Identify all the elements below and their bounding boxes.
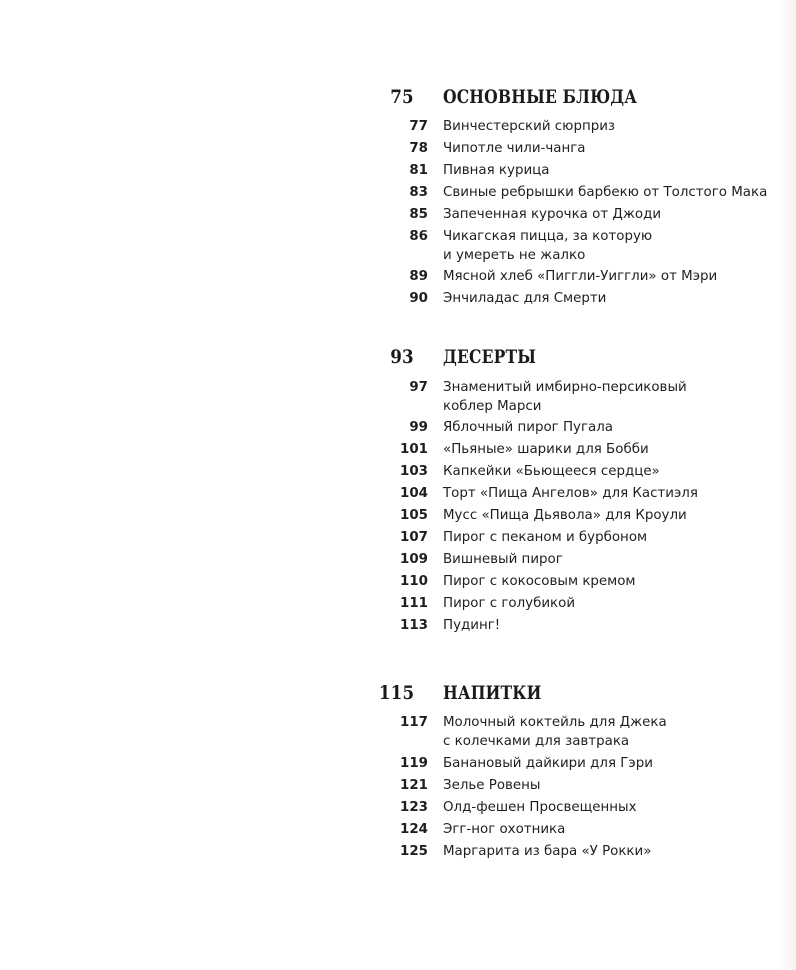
entry-page-number: 119 [400,756,428,771]
entry-page-number: 121 [400,778,428,793]
entry-title: Мусс «Пища Дьявола» для Кроули [443,508,687,523]
entry-page-number: 97 [409,380,428,395]
entry-page-number: 110 [400,574,428,589]
entry-title: Банановый дайкири для Гэри [443,756,653,771]
entry-title-continued: и умереть не жалко [443,248,586,263]
entry-title: Пирог с голубикой [443,596,576,611]
entry-title: Капкейки «Бьющееся сердце» [443,464,660,479]
section-heading [0,346,780,372]
entry-page-number: 90 [409,291,428,306]
entry-title: Пудинг! [443,618,501,633]
entry-page-number: 113 [400,618,428,633]
entry-title: Свиные ребрышки барбекю от Толстого Мака [443,185,768,200]
entry-page-number: 109 [400,552,428,567]
entry-page-number: 83 [409,185,428,200]
section-title: ОСНОВНЫЕ БЛЮДА [443,86,638,108]
entry-page-number: 117 [400,715,428,730]
entry-title: Пирог с пеканом и бурбоном [443,530,648,545]
section-page-number: 93 [390,346,414,368]
section-page-number: 75 [390,86,414,108]
entry-title: Зелье Ровены [443,778,541,793]
entry-title: Яблочный пирог Пугала [443,420,613,435]
entry-page-number: 123 [400,800,428,815]
entry-title: Мясной хлеб «Пиггли-Уиггли» от Мэри [443,269,718,284]
entry-title: Винчестерский сюрприз [443,119,616,134]
entry-page-number: 99 [409,420,428,435]
entry-title: Пивная курица [443,163,550,178]
entry-page-number: 78 [409,141,428,156]
entry-title: Запеченная курочка от Джоди [443,207,662,222]
section-title: ДЕСЕРТЫ [443,346,537,368]
entry-page-number: 86 [409,229,428,244]
entry-title: Пирог с кокосовым кремом [443,574,636,589]
entry-page-number: 111 [400,596,428,611]
section-heading [0,86,780,112]
entry-title: «Пьяные» шарики для Бобби [443,442,649,457]
entry-page-number: 107 [400,530,428,545]
page-edge-shadow [778,0,796,970]
entry-title-continued: коблер Марси [443,399,542,414]
entry-title: Торт «Пища Ангелов» для Кастиэля [443,486,698,501]
entry-page-number: 105 [400,508,428,523]
entry-page-number: 89 [409,269,428,284]
section-title: НАПИТКИ [443,682,542,704]
entry-title: Знаменитый имбирно-персиковый [443,380,687,395]
entry-title: Молочный коктейль для Джека [443,715,667,730]
entry-title: Чикагская пицца, за которую [443,229,653,244]
entry-page-number: 125 [400,844,428,859]
entry-page-number: 124 [400,822,428,837]
entry-title-continued: с колечками для завтрака [443,734,630,749]
entry-page-number: 81 [409,163,428,178]
section-page-number: 115 [378,682,414,704]
entry-title: Энчиладас для Смерти [443,291,607,306]
entry-title: Чипотле чили-чанга [443,141,586,156]
entry-title: Вишневый пирог [443,552,563,567]
entry-title: Олд-фешен Просвещенных [443,800,637,815]
section-heading [0,682,780,708]
entry-page-number: 85 [409,207,428,222]
entry-page-number: 77 [409,119,428,134]
entry-page-number: 101 [400,442,428,457]
entry-title: Эгг-ног охотника [443,822,566,837]
entry-page-number: 104 [400,486,428,501]
entry-title: Маргарита из бара «У Рокки» [443,844,652,859]
entry-page-number: 103 [400,464,428,479]
